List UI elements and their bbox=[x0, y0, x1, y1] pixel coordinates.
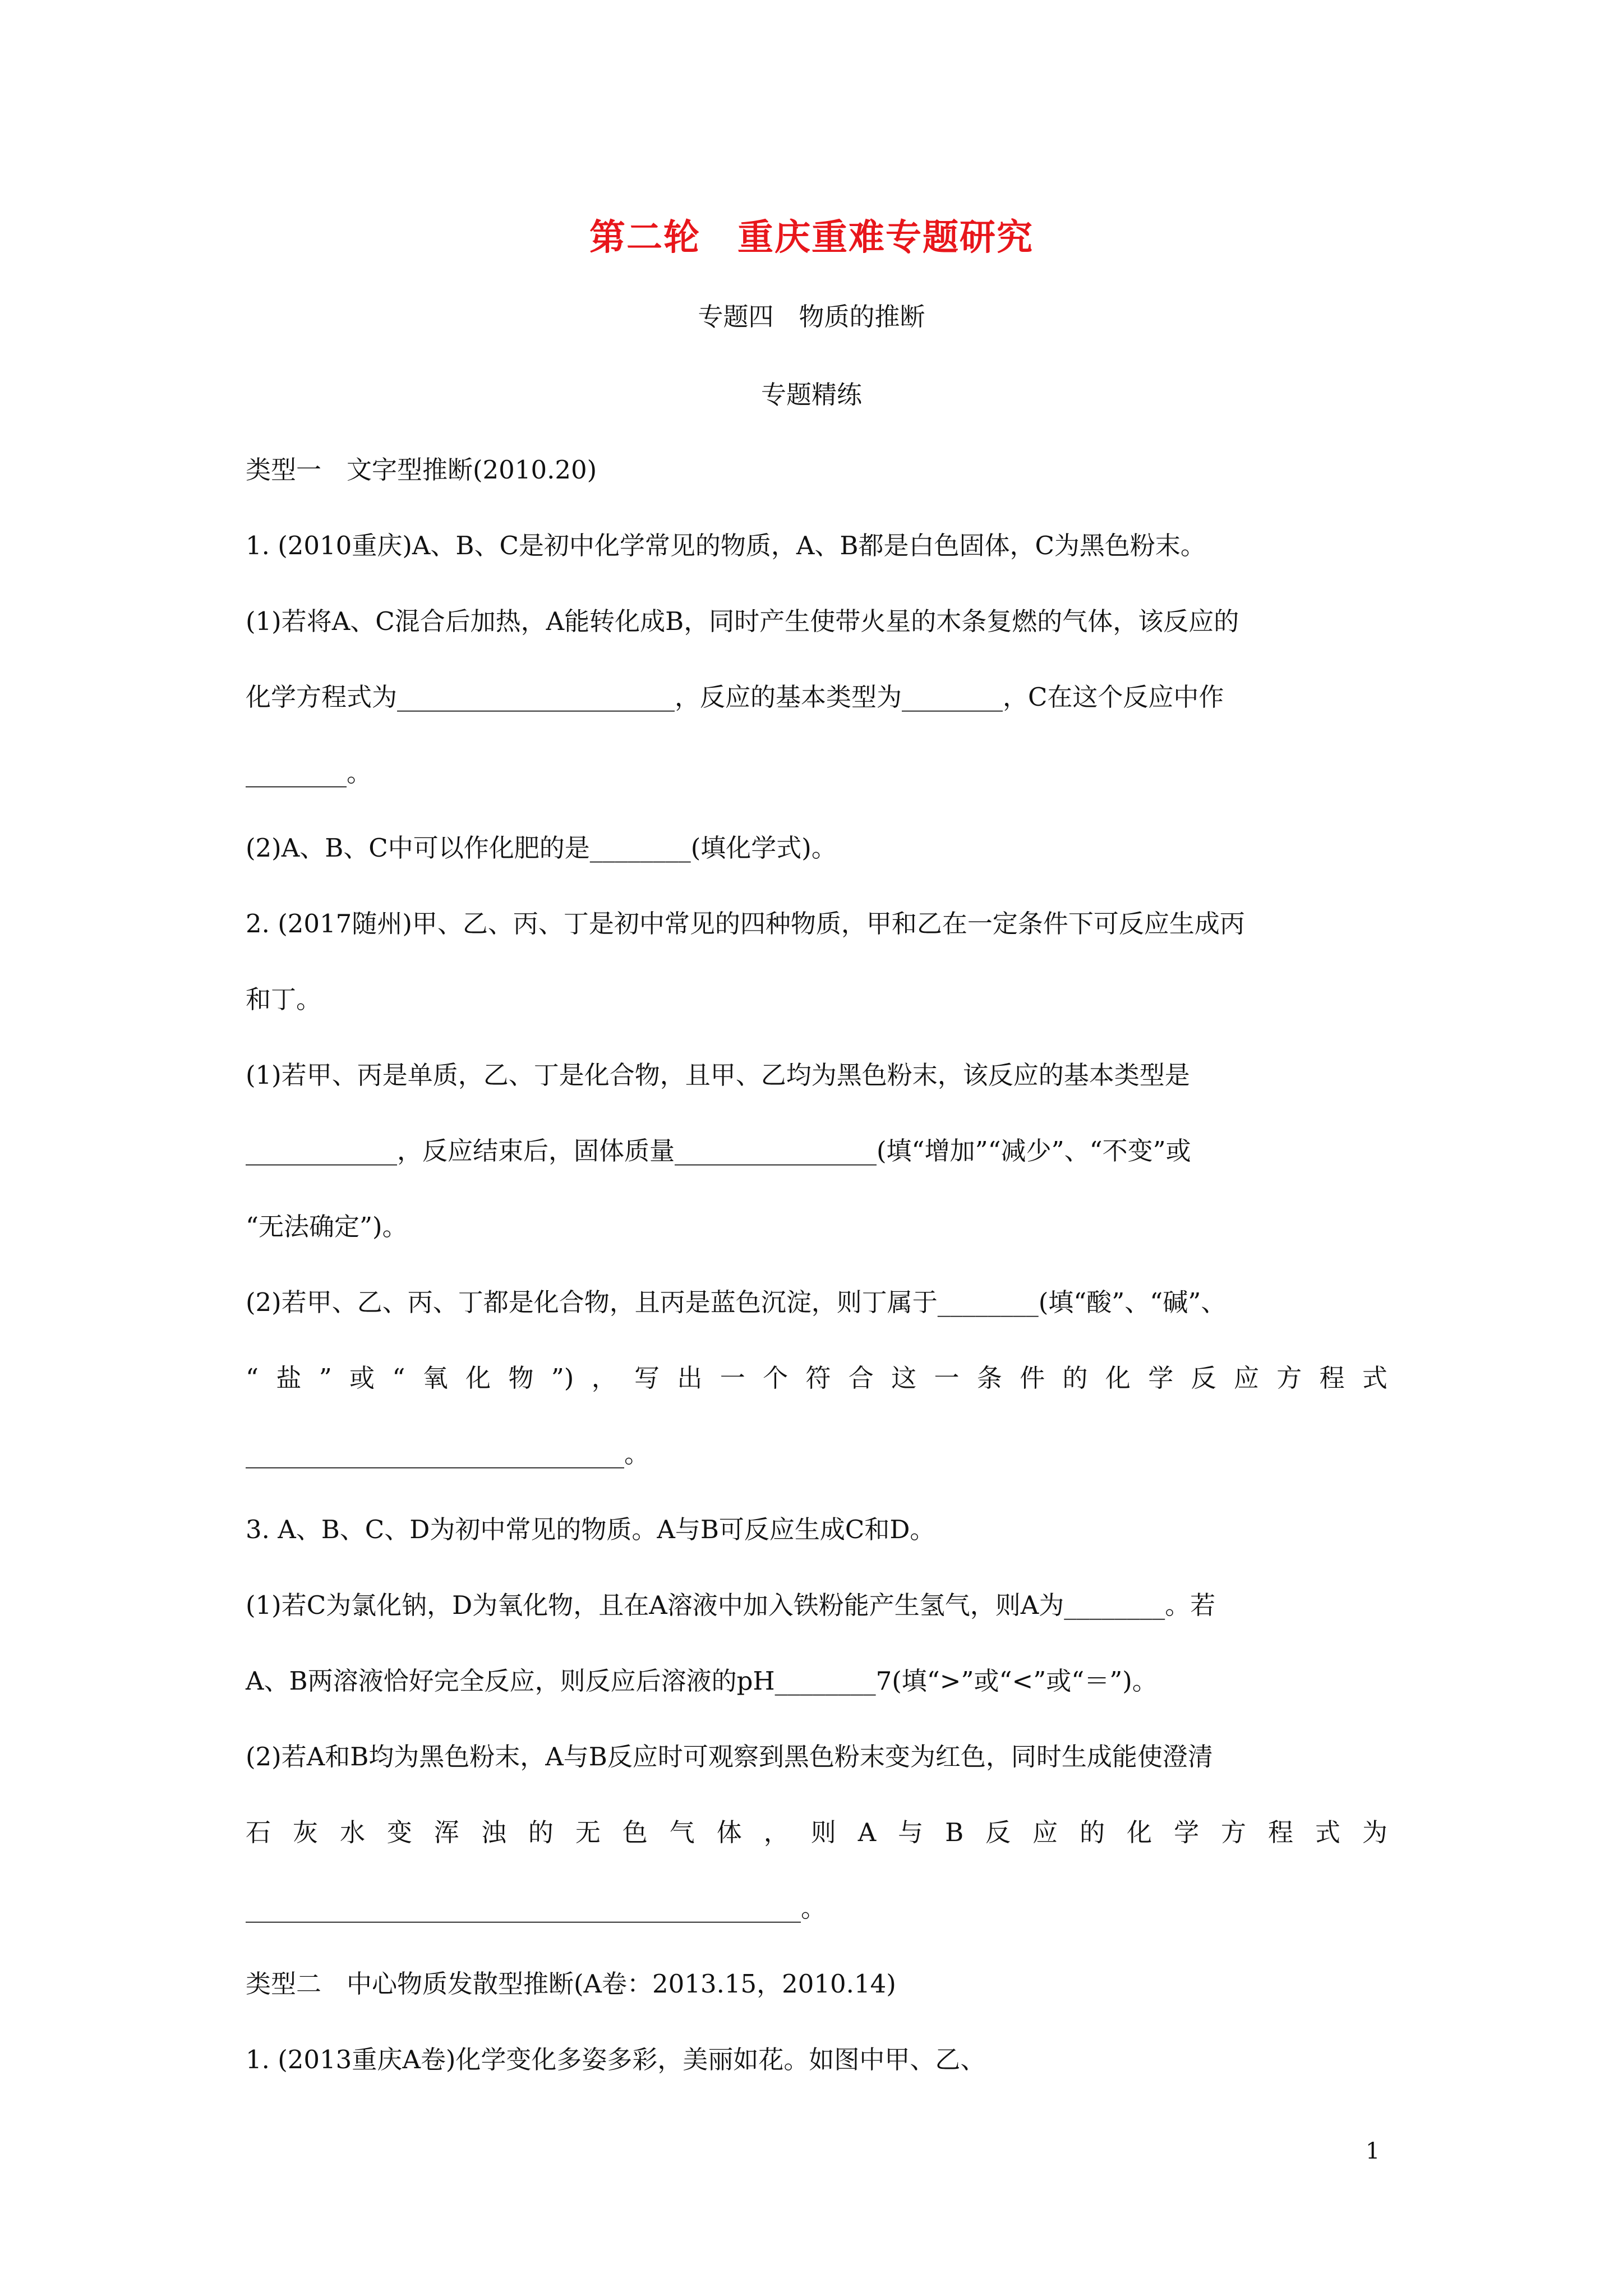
subtitle: 专题四 物质的推断 bbox=[698, 302, 925, 332]
question-2-part-1-blanks: ____________，反应结束后，固体质量________________(填“增加”“减少”、“不变”或 bbox=[246, 1136, 1191, 1166]
question-1-part-2: (2)A、B、C中可以作化肥的是________(填化学式)。 bbox=[246, 833, 837, 863]
section-heading: 专题精练 bbox=[760, 380, 862, 409]
type-one-heading: 类型一 文字型推断(2010.20) bbox=[246, 455, 597, 485]
page-title: 第二轮 重庆重难专题研究 bbox=[589, 217, 1034, 259]
question-1-part-1-blanks: 化学方程式为______________________，反应的基本类型为________，C在这个反应中作 bbox=[246, 682, 1224, 712]
type-two-question-1: 1. (2013重庆A卷)化学变化多姿多彩，美丽如花。如图中甲、乙、 bbox=[246, 2045, 986, 2074]
question-1-stem: 1. (2010重庆)A、B、C是初中化学常见的物质，A、B都是白色固体，C为黑色粉末。 bbox=[246, 531, 1206, 560]
question-3-part-1-cont: A、B两溶液恰好完全反应，则反应后溶液的pH________7(填“>”或“<”或“＝”)。 bbox=[246, 1666, 1158, 1696]
question-2-part-1-end: “无法确定”)。 bbox=[246, 1212, 408, 1241]
question-2-part-2-cont: “盐”或“氧化物”)，写出一个符合这一条件的化学反应方程式 bbox=[246, 1363, 1387, 1393]
question-3-part-2-blank: ____________________________________________。 bbox=[246, 1893, 827, 1923]
question-2-part-2: (2)若甲、乙、丙、丁都是化合物，且丙是蓝色沉淀，则丁属于________(填“酸”、“碱”、 bbox=[246, 1287, 1227, 1317]
question-2-stem-end: 和丁。 bbox=[246, 984, 322, 1014]
question-2-part-2-blank: ______________________________。 bbox=[246, 1439, 650, 1469]
question-3-part-1: (1)若C为氯化钠，D为氧化物，且在A溶液中加入铁粉能产生氢气，则A为________。若 bbox=[246, 1590, 1216, 1620]
question-3-part-2: (2)若A和B均为黑色粉末，A与B反应时可观察到黑色粉末变为红色，同时生成能使澄清 bbox=[246, 1742, 1213, 1772]
question-1-part-1-blank-end: ________。 bbox=[246, 758, 372, 788]
question-3-stem: 3. A、B、C、D为初中常见的物质。A与B可反应生成C和D。 bbox=[246, 1515, 935, 1544]
question-2-part-1: (1)若甲、丙是单质，乙、丁是化合物，且甲、乙均为黑色粉末，该反应的基本类型是 bbox=[246, 1060, 1190, 1090]
question-3-part-2-cont: 石灰水变浑浊的无色气体，则A与B反应的化学方程式为 bbox=[246, 1818, 1387, 1847]
question-2-stem: 2. (2017随州)甲、乙、丙、丁是初中常见的四种物质，甲和乙在一定条件下可反应生成丙 bbox=[246, 909, 1245, 938]
type-two-heading: 类型二 中心物质发散型推断(A卷：2013.15，2010.14) bbox=[246, 1969, 896, 1999]
page-number: 1 bbox=[1366, 2138, 1380, 2164]
question-1-part-1: (1)若将A、C混合后加热，A能转化成B，同时产生使带火星的木条复燃的气体，该反应的 bbox=[246, 606, 1239, 636]
